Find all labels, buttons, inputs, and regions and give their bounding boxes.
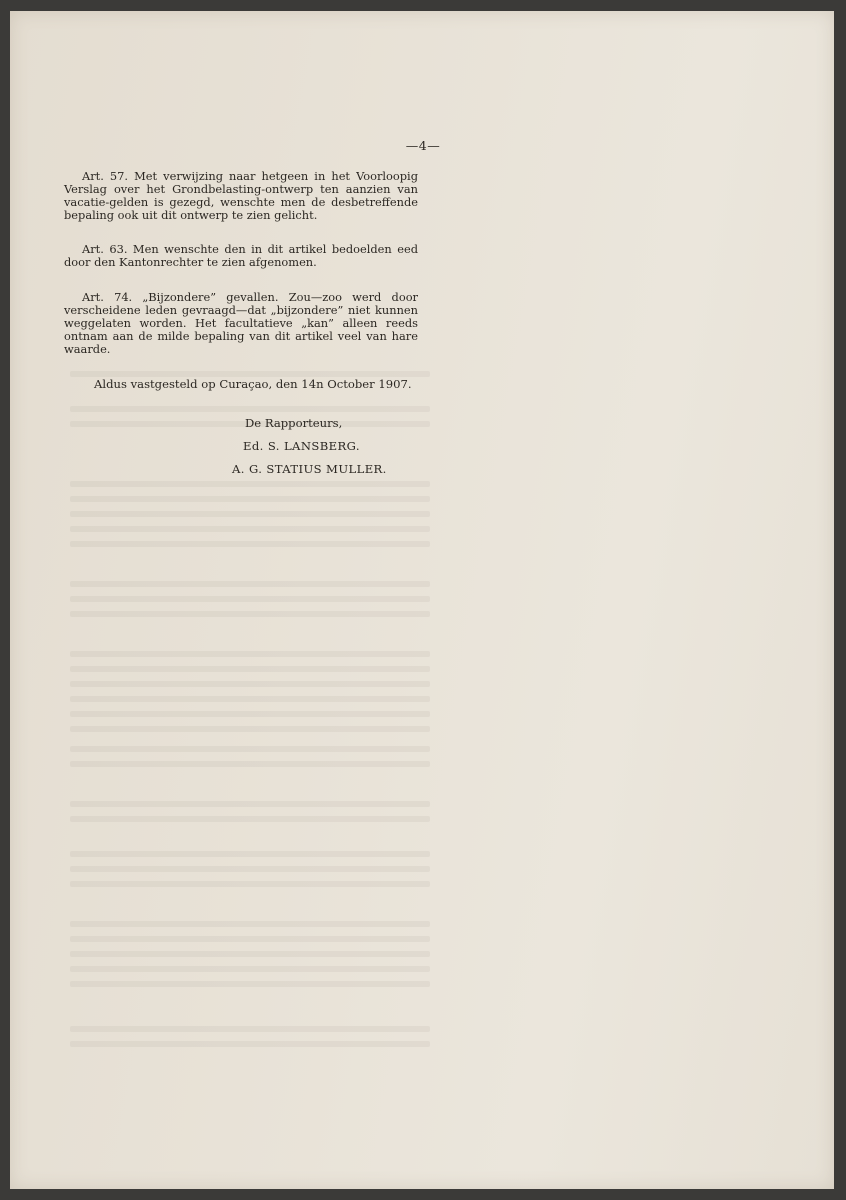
paragraph-art-63: Art. 63. Men wenschte den in dit artikel bedoelden eed door den Kantonrechter te zien afgenomen. — [64, 242, 418, 269]
page-number: —4— — [405, 138, 441, 153]
paragraph-art-74: Art. 74. „Bijzondere” gevallen. Zou—zoo werd door verscheidene leden gevraagd—dat „bijzondere” niet kunnen weggelaten worden. Het facultatieve „kan” alleen reeds ontnam aan de milde bepaling van dit artikel veel van hare waarde. — [64, 290, 418, 356]
closing-statement: Aldus vastgesteld op Curaçao, den 14n October 1907. — [94, 377, 412, 391]
paragraph-art-57: Art. 57. Met verwijzing naar hetgeen in het Voorloopig Verslag over het Grondbelasting-ontwerp ten aanzien van vacatie-gelden is gezegd, wenschte men de desbetreffende bepaling ook uit dit ontwerp te zien gelicht. — [64, 169, 418, 222]
signature-name-1: Ed. S. LANSBERG. — [243, 439, 360, 453]
signatures-title: De Rapporteurs, — [245, 416, 343, 430]
signature-name-2: A. G. STATIUS MULLER. — [232, 462, 387, 476]
